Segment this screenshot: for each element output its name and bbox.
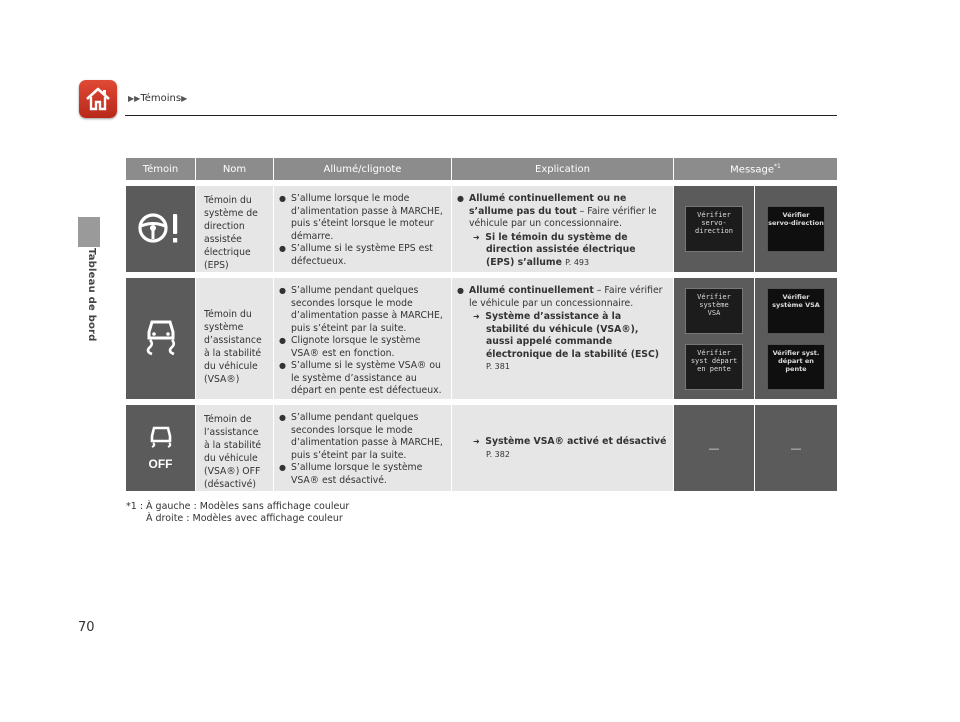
indicator-name: Témoin du système de direction assistée électrique (EPS) bbox=[196, 180, 274, 272]
list-item: ● S’allume pendant quelques secondes lorsque le mode d’alimentation passe à MARCHE, puis s’éteint par la suite. bbox=[278, 412, 445, 462]
reference-arrow-icon: ➜ bbox=[473, 437, 480, 446]
indicator-name: Témoin de l’assistance à la stabilité du véhicule (VSA®) OFF (désactivé) bbox=[196, 399, 274, 491]
col-header-temoin: Témoin bbox=[126, 158, 196, 180]
list-item: ● S’allume si le système VSA® ou le système d’assistance au départ en pente est défectueux. bbox=[278, 360, 445, 398]
cross-reference-link[interactable]: ➜ Système d’assistance à la stabilité du véhicule (VSA®), aussi appelé commande électronique de la stabilité (ESC) P. 381 bbox=[473, 311, 660, 371]
message-display-mono: Vérifier servo- direction bbox=[685, 206, 743, 252]
footnote: *1 : À gauche : Modèles sans affichage couleur À droite : Modèles avec affichage couleur bbox=[126, 501, 350, 524]
breadcrumb-arrow-icon: ▶▶ bbox=[128, 94, 141, 103]
header-divider bbox=[125, 115, 837, 116]
eps-warning-icon bbox=[126, 180, 196, 272]
breadcrumb-arrow-icon: ▶ bbox=[181, 94, 188, 103]
message-display-mono: Vérifier syst départ en pente bbox=[685, 344, 743, 390]
list-item: ● Allumé continuellement ou ne s’allume pas du tout – Faire vérifier le véhicule par un concessionnaire. bbox=[456, 193, 667, 231]
table-row bbox=[126, 399, 837, 491]
list-item: ● S’allume pendant quelques secondes lorsque le mode d’alimentation passe à MARCHE, puis s’éteint par la suite. bbox=[278, 285, 445, 335]
table-row bbox=[126, 180, 837, 272]
message-display-mono: Vérifier système VSA bbox=[685, 288, 743, 334]
message-display-color: Vérifier servo-direction bbox=[767, 206, 825, 252]
indicator-name: Témoin du système d’assistance à la stabilité du véhicule (VSA®) bbox=[196, 272, 274, 399]
list-item: ● Clignote lorsque le système VSA® est en fonction. bbox=[278, 335, 445, 360]
message-display-color: Vérifier syst. départ en pente bbox=[767, 344, 825, 390]
list-item: ● S’allume lorsque le système VSA® est désactivé. bbox=[278, 462, 445, 487]
reference-arrow-icon: ➜ bbox=[473, 232, 480, 242]
message-display-color: Vérifier système VSA bbox=[767, 288, 825, 334]
vsa-icon bbox=[126, 272, 196, 399]
cross-reference-link[interactable]: ➜ Si le témoin du système de direction assistée électrique (EPS) s’allume P. 493 bbox=[473, 231, 636, 268]
home-icon bbox=[84, 85, 112, 113]
reference-arrow-icon: ➜ bbox=[473, 312, 480, 321]
list-item: ● S’allume lorsque le mode d’alimentation passe à MARCHE, puis s’éteint lorsque le moteur démarre. bbox=[278, 193, 445, 243]
list-item: ● S’allume si le système EPS est défectueux. bbox=[278, 243, 445, 268]
side-tab-marker bbox=[78, 217, 100, 247]
col-header-nom: Nom bbox=[196, 158, 274, 180]
col-header-explication: Explication bbox=[452, 158, 674, 180]
section-side-label: Tableau de bord bbox=[86, 248, 97, 342]
message-empty: — bbox=[755, 399, 837, 491]
breadcrumb[interactable]: ▶▶Témoins▶ bbox=[128, 93, 188, 104]
vsa-off-icon: OFF bbox=[126, 399, 196, 491]
table-row bbox=[126, 272, 837, 399]
message-empty: — bbox=[674, 399, 755, 491]
cross-reference-link[interactable]: ➜ Système VSA® activé et désactivé P. 382 bbox=[473, 436, 667, 459]
col-header-allume: Allumé/clignote bbox=[274, 158, 452, 180]
col-header-message: Message$^{*1}$ bbox=[674, 158, 837, 180]
home-button[interactable] bbox=[79, 80, 117, 118]
page-number: 70 bbox=[78, 620, 95, 635]
indicator-table bbox=[126, 158, 837, 491]
list-item: ● Allumé continuellement – Faire vérifier le véhicule par un concessionnaire. bbox=[456, 285, 667, 310]
